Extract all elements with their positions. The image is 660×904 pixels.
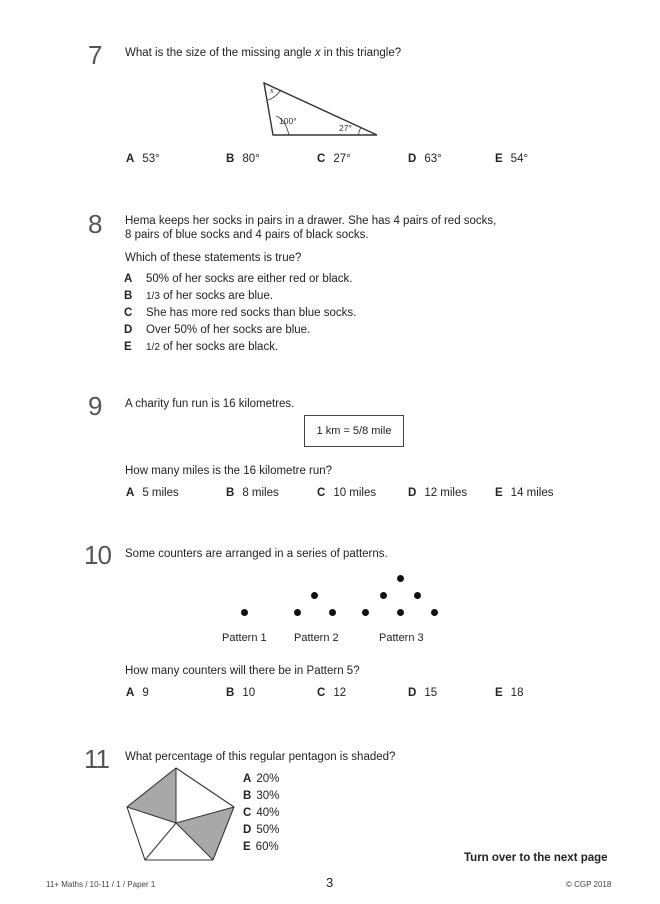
q11-option-c[interactable]: C 40% xyxy=(243,807,280,819)
q11-option-e[interactable]: E 60% xyxy=(243,841,279,853)
counter-dot xyxy=(380,592,387,599)
question-number-8: 8 xyxy=(88,209,102,239)
q10-option-a[interactable]: A 9 xyxy=(126,687,149,699)
q10-option-e[interactable]: E 18 xyxy=(495,687,524,699)
pentagon-diagram xyxy=(125,765,237,863)
counter-dot xyxy=(362,609,369,616)
q7-option-b[interactable]: B 80° xyxy=(226,153,260,165)
q9-option-d[interactable]: D 12 miles xyxy=(408,487,468,499)
pattern-3-label: Pattern 3 xyxy=(379,632,424,644)
counter-dot xyxy=(397,609,404,616)
q7-option-e[interactable]: E 54° xyxy=(495,153,529,165)
angle-100-label: 100° xyxy=(279,116,297,126)
q10-option-d[interactable]: D 15 xyxy=(408,687,438,699)
q8-statement-a[interactable]: A 50% of her socks are either red or black. xyxy=(124,273,353,285)
counter-dot xyxy=(329,609,336,616)
q9-option-a[interactable]: A 5 miles xyxy=(126,487,179,499)
question-number-11: 11 xyxy=(84,744,109,774)
q9-option-c[interactable]: C 10 miles xyxy=(317,487,377,499)
q9-option-b[interactable]: B 8 miles xyxy=(226,487,279,499)
triangle-diagram xyxy=(255,75,385,141)
q8-prompt: Which of these statements is true? xyxy=(125,252,302,264)
angle-x-label: x xyxy=(270,86,274,95)
question-number-10: 10 xyxy=(84,540,111,570)
q11-question-text: What percentage of this regular pentagon is shaded? xyxy=(125,751,396,763)
counter-dot xyxy=(414,592,421,599)
q7-question-text: What is the size of the missing angle x in this triangle? xyxy=(125,47,402,59)
q11-options xyxy=(243,773,279,858)
q7-option-c[interactable]: C 27° xyxy=(317,153,351,165)
counter-dot xyxy=(431,609,438,616)
q7-option-a[interactable]: A 53° xyxy=(126,153,160,165)
footer-paper-info: 11+ Maths / 10-11 / 1 / Paper 1 xyxy=(46,880,156,889)
q8-statements xyxy=(124,273,356,358)
q11-option-b[interactable]: B 30% xyxy=(243,790,280,802)
q10-option-b[interactable]: B 10 xyxy=(226,687,256,699)
q7-option-d[interactable]: D 63° xyxy=(408,153,442,165)
footer-copyright: © CGP 2018 xyxy=(566,880,612,889)
angle-27-label: 27° xyxy=(339,123,352,133)
fraction-one-third: 1/3 xyxy=(146,291,160,302)
q8-statement-d[interactable]: D Over 50% of her socks are blue. xyxy=(124,324,311,336)
fraction-one-half: 1/2 xyxy=(146,342,160,353)
turn-over-text: Turn over to the next page xyxy=(464,852,608,864)
counter-dot xyxy=(241,609,248,616)
q9-question-text: A charity fun run is 16 kilometres. xyxy=(125,398,295,410)
pattern-2-label: Pattern 2 xyxy=(294,632,339,644)
conversion-box: 1 km = 5/8 mile xyxy=(304,415,404,447)
q11-option-d[interactable]: D 50% xyxy=(243,824,280,836)
counter-dot xyxy=(311,592,318,599)
question-number-7: 7 xyxy=(88,40,102,70)
q8-line-1: Hema keeps her socks in pairs in a drawer. She has 4 pairs of red socks, xyxy=(125,215,497,227)
q8-statement-c[interactable]: C She has more red socks than blue socks. xyxy=(124,307,357,319)
q8-statement-e[interactable]: E 1/2 of her socks are black. xyxy=(124,341,279,353)
counter-dot xyxy=(397,575,404,582)
q8-statement-b[interactable]: B 1/3 of her socks are blue. xyxy=(124,290,274,302)
question-number-9: 9 xyxy=(88,391,102,421)
q11-option-a[interactable]: A 20% xyxy=(243,773,280,785)
counter-dot xyxy=(294,609,301,616)
page-number: 3 xyxy=(326,875,334,890)
q10-option-c[interactable]: C 12 xyxy=(317,687,347,699)
q10-prompt: How many counters will there be in Pattern 5? xyxy=(125,665,360,677)
q9-prompt: How many miles is the 16 kilometre run? xyxy=(125,465,333,477)
pattern-1-label: Pattern 1 xyxy=(222,632,267,644)
q8-line-2: 8 pairs of blue socks and 4 pairs of black socks. xyxy=(125,229,369,241)
q10-question-text: Some counters are arranged in a series of patterns. xyxy=(125,548,388,560)
q9-option-e[interactable]: E 14 miles xyxy=(495,487,554,499)
